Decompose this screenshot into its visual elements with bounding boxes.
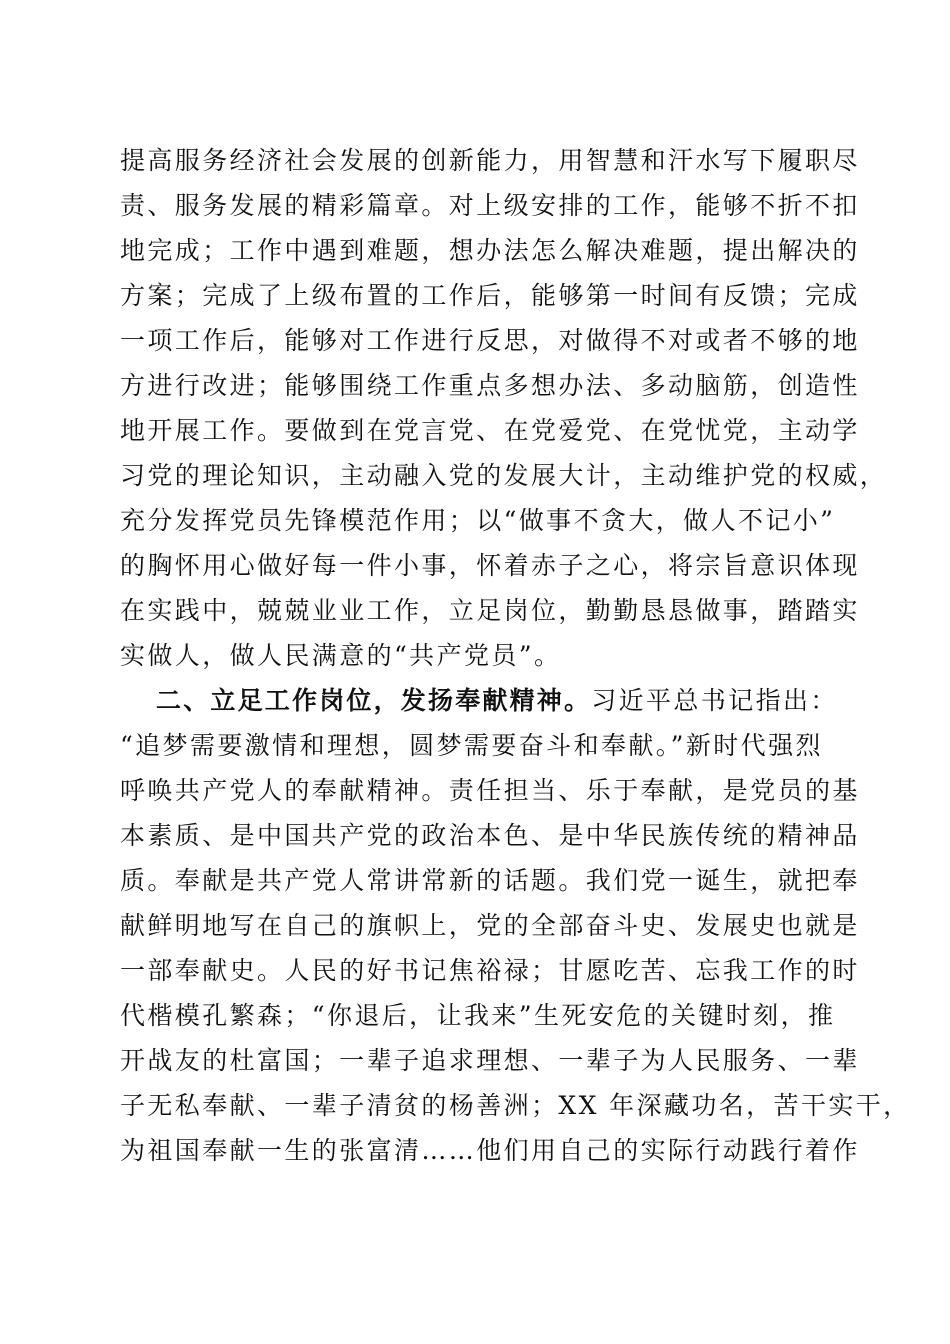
paragraph-line: 的胸怀用心做好每一件小事，怀着赤子之心，将宗旨意识体现 — [120, 551, 860, 580]
paragraph-line: “追梦需要激情和理想，圆梦需要奋斗和奉献。”新时代强烈 — [120, 731, 823, 760]
paragraph-line: 为祖国奉献一生的张富清……他们用自己的实际行动践行着作 — [120, 1136, 860, 1165]
section-2-first-line — [120, 678, 838, 723]
paragraph-line: 地完成；工作中遇到难题，想办法怎么解决难题，提出解决的 — [120, 236, 860, 265]
paragraph-line: 在实践中，兢兢业业工作，立足岗位，勤勤恳恳做事，踏踏实 — [120, 596, 860, 625]
paragraph-line: 子无私奉献、一辈子清贫的杨善洲；XX 年深藏功名，苦干实干， — [120, 1091, 911, 1120]
paragraph-line: 代楷模孔繁森；“你退后，让我来”生死安危的关键时刻，推 — [120, 1001, 836, 1030]
paragraph-line: 本素质、是中国共产党的政治本色、是中华民族传统的精神品 — [120, 821, 860, 850]
paragraph-line: 质。奉献是共产党人常讲常新的话题。我们党一诞生，就把奉 — [120, 866, 860, 895]
paragraph-line: 地开展工作。要做到在党言党、在党爱党、在党忧党，主动学 — [120, 416, 860, 445]
section-2-intro: 习近平总书记指出： — [591, 686, 838, 715]
section-2-heading: 二、立足工作岗位，发扬奉献精神。 — [156, 686, 592, 715]
paragraph-line: 一项工作后，能够对工作进行反思，对做得不对或者不够的地 — [120, 326, 860, 355]
paragraph-line: 责、服务发展的精彩篇章。对上级安排的工作，能够不折不扣 — [120, 191, 860, 220]
paragraph-line: 呼唤共产党人的奉献精神。责任担当、乐于奉献，是党员的基 — [120, 776, 860, 805]
paragraph-line: 实做人，做人民满意的“共产党员”。 — [120, 641, 562, 670]
paragraph-line: 充分发挥党员先锋模范作用；以“做事不贪大，做人不记小” — [120, 506, 836, 535]
paragraph-line: 献鲜明地写在自己的旗帜上，党的全部奋斗史、发展史也就是 — [120, 911, 860, 940]
paragraph-line: 一部奉献史。人民的好书记焦裕禄；甘愿吃苦、忘我工作的时 — [120, 956, 860, 985]
paragraph-line: 习党的理论知识，主动融入党的发展大计，主动维护党的权威， — [120, 461, 888, 490]
paragraph-line: 开战友的杜富国；一辈子追求理想、一辈子为人民服务、一辈 — [120, 1046, 860, 1075]
paragraph-line: 提高服务经济社会发展的创新能力，用智慧和汗水写下履职尽 — [120, 146, 860, 175]
paragraph-line: 方进行改进；能够围绕工作重点多想办法、多动脑筋，创造性 — [120, 371, 860, 400]
paragraph-line: 方案；完成了上级布置的工作后，能够第一时间有反馈；完成 — [120, 281, 860, 310]
document-body — [120, 138, 911, 1173]
